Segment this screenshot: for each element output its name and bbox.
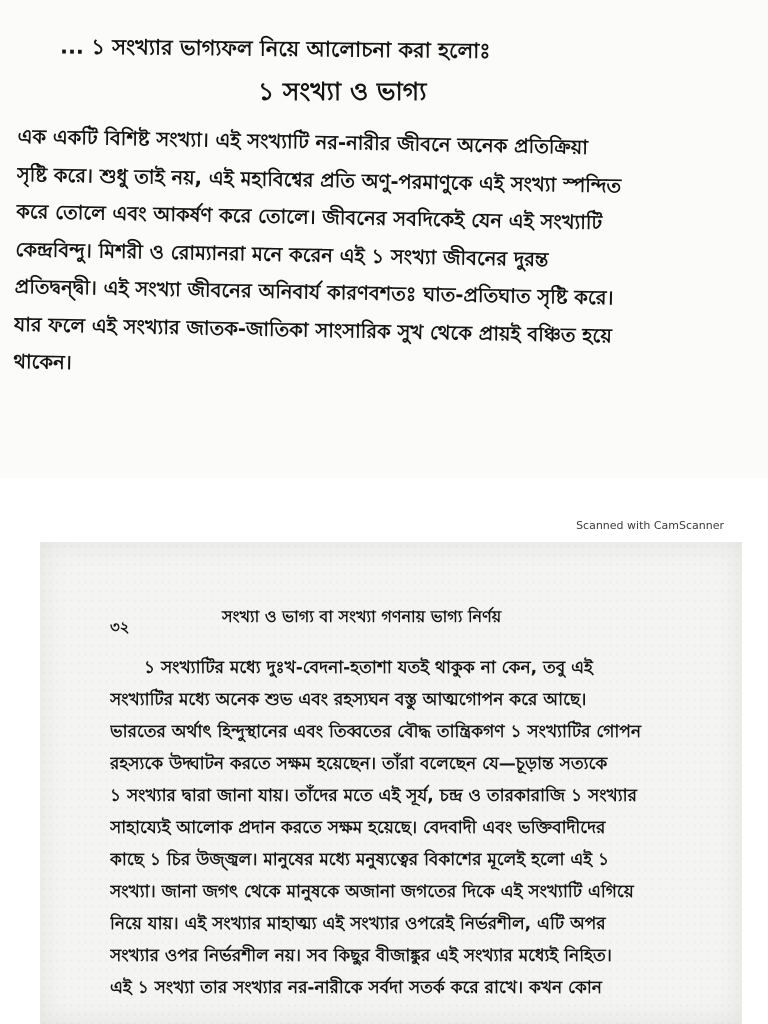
paragraph-line: কেন্দ্রবিন্দু। মিশরী ও রোম্যানরা মনে করেন এই ১ সংখ্যা জীবনের দুরন্ত — [15, 237, 549, 271]
paragraph-line: সাহায্যেই আলোক প্রদান করতে সক্ষম হয়েছে। বেদবাদী এবং ভক্তিবাদীদের — [110, 818, 606, 838]
paragraph-line: সৃষ্টি করে। শুধু তাই নয়, এই মহাবিশ্বের প্রতি অণু-পরমাণুকে এই সংখ্যা স্পন্দিত — [16, 162, 622, 198]
paragraph-line: সংখ্যাটির মধ্যে অনেক শুভ এবং রহস্যঘন বস্তু আত্মগোপন করে আছে। — [110, 690, 587, 710]
paragraph-line: এই ১ সংখ্যা তার সংখ্যার নর-নারীকে সর্বদা সতর্ক করে রাখে। কখন কোন — [110, 978, 602, 998]
paragraph-line: প্রতিদ্বন্দ্বী। এই সংখ্যা জীবনের অনিবার্য কারণবশতঃ ঘাত-প্রতিঘাত সৃষ্টি করে। — [14, 274, 614, 310]
paragraph-line: যার ফলে এই সংখ্যার জাতক-জাতিকা সাংসারিক সুখ থেকে প্রায়ই বঞ্চিত হয়ে — [13, 312, 613, 347]
paragraph-line: সংখ্যা। জানা জগৎ থেকে মানুষকে অজানা জগতের দিকে এই সংখ্যাটি এগিয়ে — [110, 882, 634, 902]
scanned-page-bottom — [40, 542, 742, 1024]
paragraph-line: ১ সংখ্যাটির মধ্যে দুঃখ-বেদনা-হতাশা যতই থাকুক না কেন, তবু এই — [144, 658, 593, 678]
top-paragraph — [13, 118, 688, 393]
paragraph-line: নিয়ে যায়। এই সংখ্যার মাহাত্ম্য এই সংখ্যার ওপরেই নির্ভরশীল, এটি অপর — [110, 914, 606, 934]
paragraph-line: রহস্যকে উদ্ঘাটন করতে সক্ষম হয়েছেন। তাঁরা বলেছেন যে—চূড়ান্ত সত্যকে — [110, 754, 608, 774]
scanner-watermark: Scanned with CamScanner — [576, 519, 724, 532]
paragraph-line: সংখ্যার ওপর নির্ভরশীল নয়। সব কিছুর বীজাঙ্কুর এই সংখ্যার মধ্যেই নিহিত। — [110, 946, 612, 966]
intro-line: ... ১ সংখ্যার ভাগ্যফল নিয়ে আলোচনা করা হলোঃ — [59, 34, 491, 64]
bottom-paragraph — [110, 652, 722, 1004]
scanned-page-top — [0, 0, 768, 478]
paragraph-line: এক একটি বিশিষ্ট সংখ্যা। এই সংখ্যাটি নর-নারীর জীবনে অনেক প্রতিক্রিয়া — [17, 124, 589, 159]
paragraph-line: থাকেন। — [13, 349, 72, 375]
paragraph-line: করে তোলে এবং আকর্ষণ করে তোলে। জীবনের সবদিকেই যেন এই সংখ্যাটি — [15, 199, 603, 235]
paragraph-line: ১ সংখ্যার দ্বারা জানা যায়। তাঁদের মতে এই সূর্য, চন্দ্র ও তারকারাজি ১ সংখ্যার — [110, 786, 637, 806]
page-number: ৩২ — [110, 618, 130, 636]
running-title: সংখ্যা ও ভাগ্য বা সংখ্যা গণনায় ভাগ্য নির্ণয় — [222, 607, 502, 626]
paragraph-line: ভারতের অর্থাৎ হিন্দুস্থানের এবং তিব্বতের বৌদ্ধ তান্ত্রিকগণ ১ সংখ্যাটির গোপন — [110, 722, 642, 742]
section-title: ১ সংখ্যা ও ভাগ্য — [258, 77, 427, 106]
paragraph-line: কাছে ১ চির উজ্জ্বল। মানুষের মধ্যে মনুষ্যত্বের বিকাশের মূলেই হলো এই ১ — [110, 850, 610, 870]
page-separator — [0, 478, 768, 542]
